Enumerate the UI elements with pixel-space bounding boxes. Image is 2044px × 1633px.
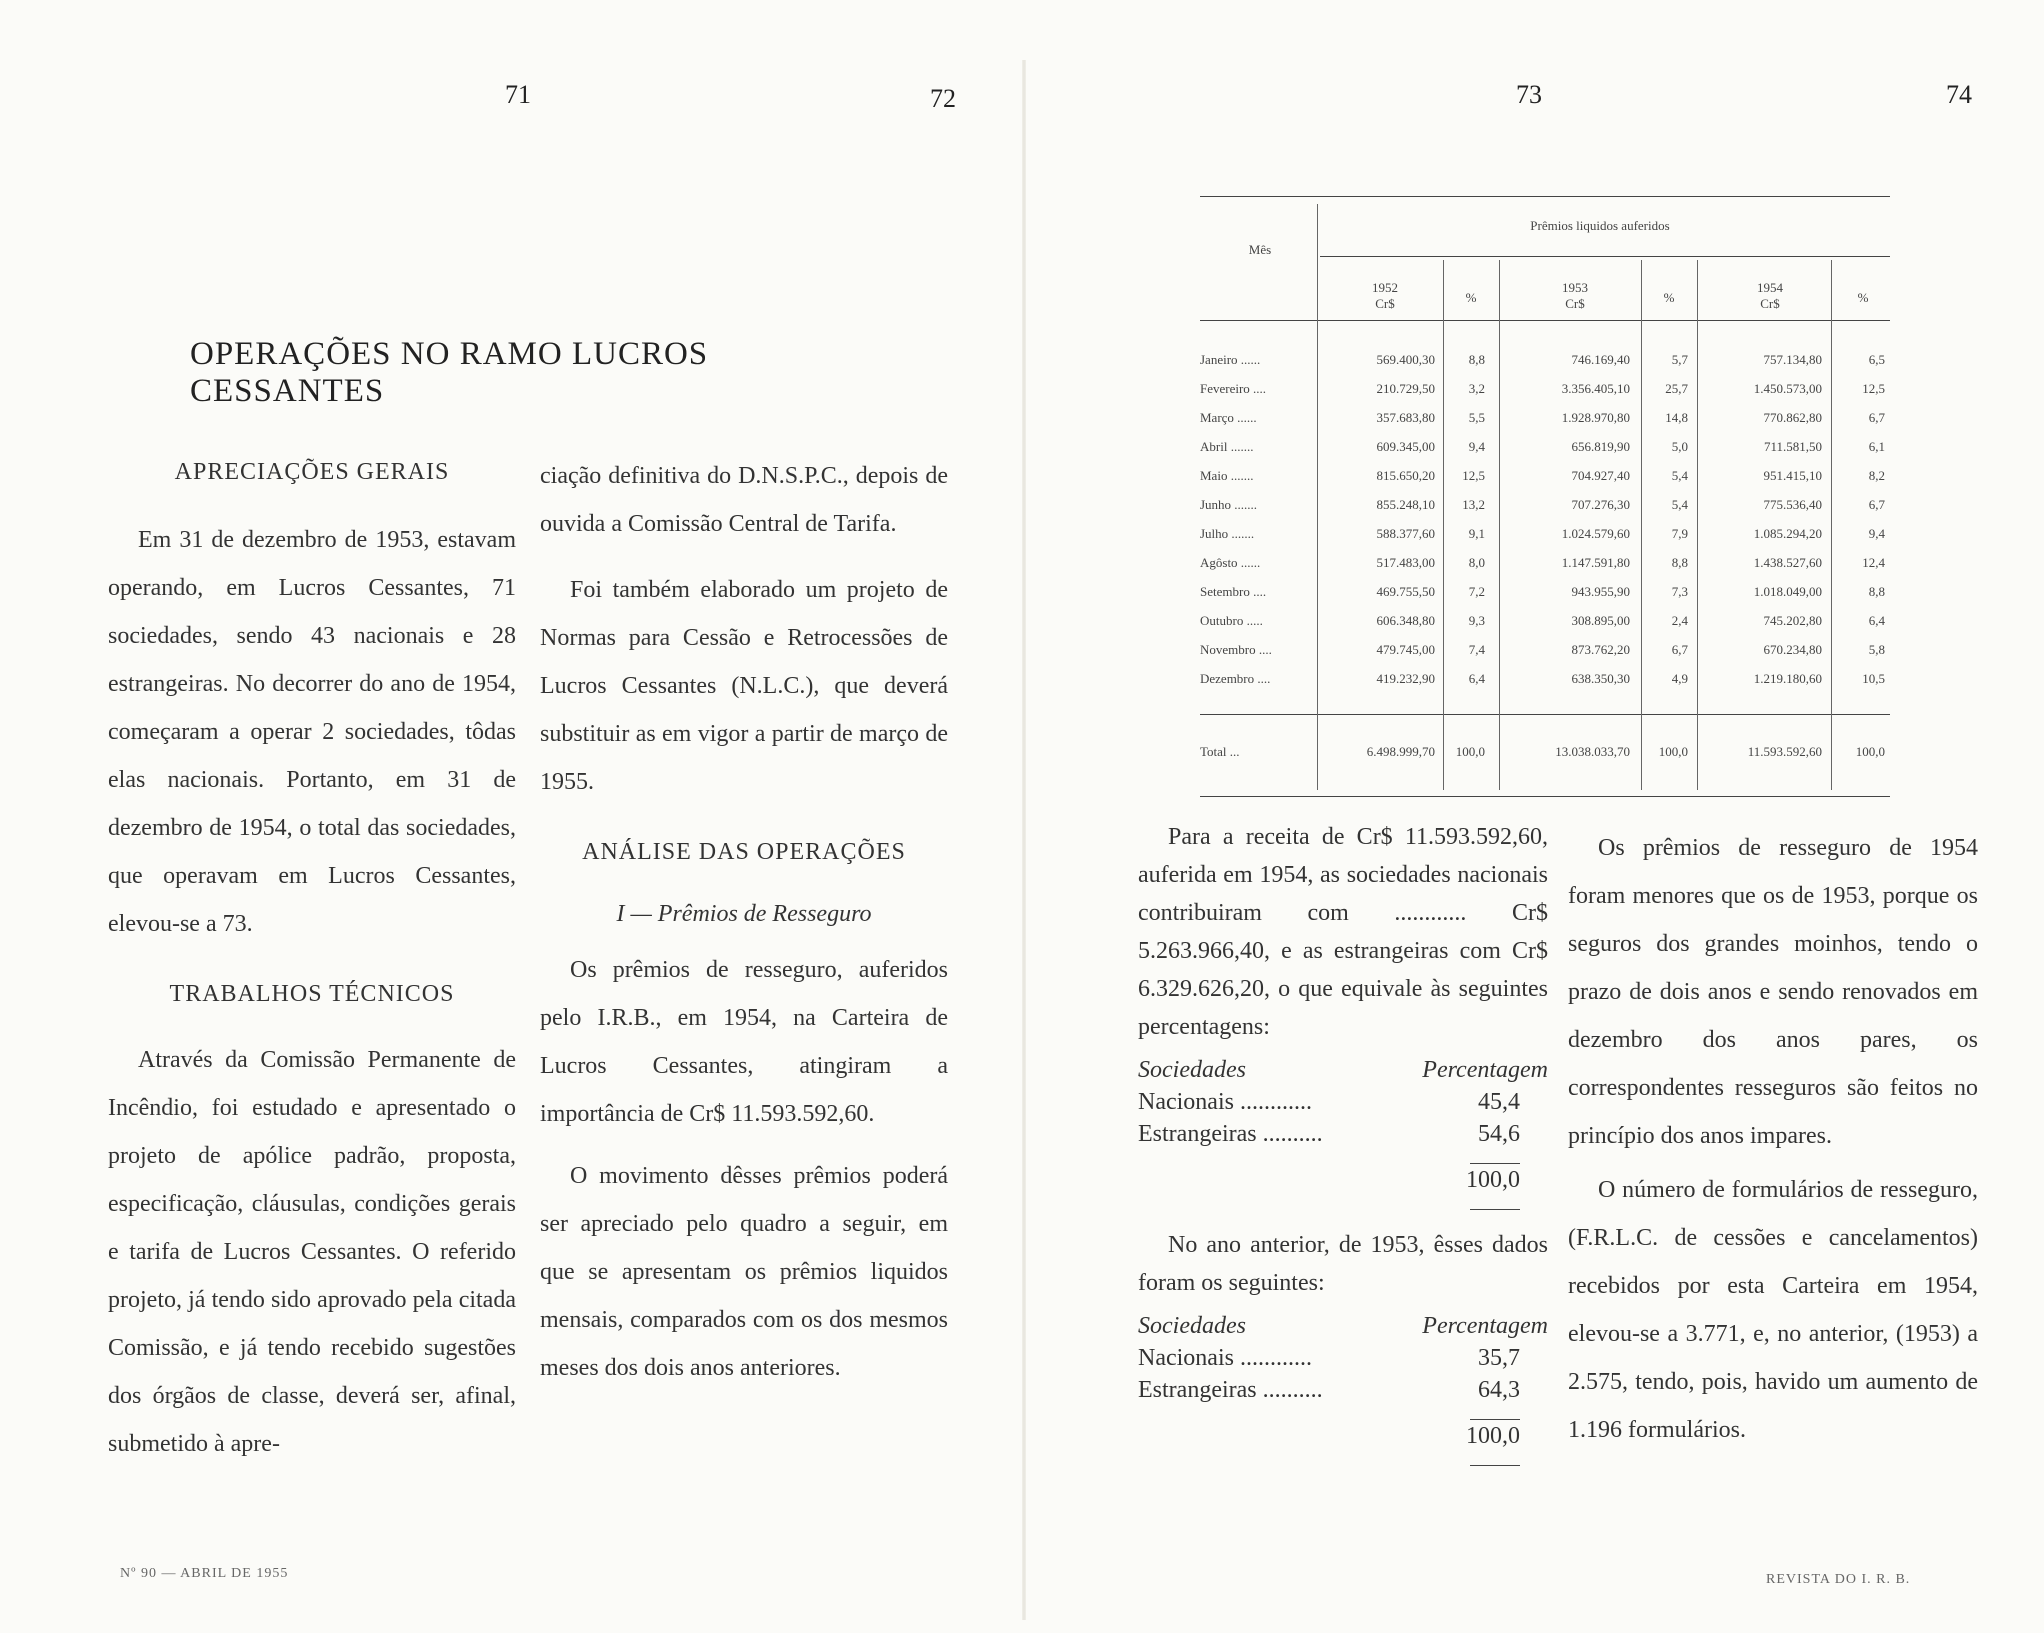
cell-pct-1953: 2,4 [1671,613,1688,628]
cell-month: Julho ....... [1200,526,1255,541]
table-rule [1200,196,1890,197]
cell-pct-1954: 9,4 [1868,526,1885,541]
row-value: 64,3 [1478,1377,1520,1403]
table-divider [1499,260,1500,790]
article-title: OPERAÇÕES NO RAMO LUCROS CESSANTES [190,336,709,409]
paragraph: Através da Comissão Permanente de Incêndio, foi estudado e apresentado o projeto de apólice padrão, proposta, especificação, cláusulas, condições gerais e tarifa de Lucros Cessantes. O referido projeto, já tendo sido aprovado pela citada Comissão, e já tendo recebido sugestões dos órgãos de classe, deverá ser, afinal, submetido à apre- [108,1047,516,1457]
cell-value-1954: 1.085.294,20 [1753,526,1822,541]
heading-analise-operacoes: ANÁLISE DAS OPERAÇÕES [582,839,906,865]
cell-pct-1953: 5,0 [1671,439,1688,454]
cell-value-1953: 746.169,40 [1571,352,1630,367]
cell-month: Junho ....... [1200,497,1258,512]
cell-month: Maio ....... [1200,468,1254,483]
cell-month: Janeiro ...... [1200,352,1261,367]
header-pct: % [1663,290,1675,305]
cell-pct-1953: 7,3 [1671,584,1688,599]
left-column-1 [108,448,516,1468]
footer-journal: REVISTA DO I. R. B. [1766,1572,1911,1587]
cell-pct-1954: 5,8 [1868,642,1885,657]
col-percentagem: Percentagem [1422,1313,1548,1339]
cell-value-1952: 479.745,00 [1376,642,1435,657]
cell-value-1953: 308.895,00 [1571,613,1630,628]
row-value: 54,6 [1478,1121,1520,1147]
cell-value-1953: 873.762,20 [1571,642,1630,657]
cell-value-1954: 770.862,80 [1763,410,1822,425]
header-currency: Cr$ [1375,296,1395,311]
cell-pct-1954: 12,5 [1862,381,1885,396]
cell-month: Agôsto ...... [1200,555,1261,570]
cell-pct-1952: 7,4 [1468,642,1485,657]
cell-value-1954: 775.536,40 [1763,497,1822,512]
cell-pct-1954: 8,8 [1868,584,1885,599]
cell-month: Dezembro .... [1200,671,1271,686]
cell-value-1952: 588.377,60 [1376,526,1435,541]
cell-pct-1952: 12,5 [1462,468,1485,483]
cell-pct-1952: 3,2 [1468,381,1485,396]
percent-table-1954 [1138,1054,1548,1210]
book-gutter [1022,60,1026,1620]
cell-pct-1952: 13,2 [1462,497,1485,512]
cell-pct-1952: 8,8 [1468,352,1485,367]
cell-value-1953: 656.819,90 [1571,439,1630,454]
cell-pct-1953: 6,7 [1671,642,1688,657]
page-number-73: 73 [1516,80,1542,109]
cell-pct-1953: 4,9 [1671,671,1688,686]
table-divider [1831,260,1832,790]
paragraph: Para a receita de Cr$ 11.593.592,60, auferida em 1954, as sociedades nacionais contribuiram com ............ Cr$ 5.263.966,40, e as estrangeiras com Cr$ 6.329.626,20, o que equivale às seguintes percentagens: [1138,824,1548,1040]
table-divider [1697,260,1698,790]
paragraph: O número de formulários de resseguro, (F.R.L.C. de cessões e cancelamentos) recebidos por esta Carteira em 1954, elevou-se a 3.771, e, no anterior, (1953) a 2.575, tendo, pois, havido um aumento de 1.196 formulários. [1568,1177,1978,1443]
cell-pct-1954: 6,4 [1868,613,1885,628]
row-label: Nacionais ............ [1138,1089,1312,1115]
header-pct: % [1465,290,1477,305]
cell-pct-1952: 9,1 [1468,526,1485,541]
cell-pct-1953: 5,7 [1671,352,1688,367]
paragraph: O movimento dêsses prêmios poderá ser apreciado pelo quadro a seguir, em que se apresentam os prêmios liquidos mensais, comparados com os dos mesmos meses dos dois anos anteriores. [540,1163,948,1381]
table-divider [1641,260,1642,790]
cell-month: Fevereiro .... [1200,381,1267,396]
row-label: Estrangeiras .......... [1138,1121,1323,1147]
cell-value-1952: 609.345,00 [1376,439,1435,454]
paragraph: Os prêmios de resseguro de 1954 foram menores que os de 1953, porque os seguros dos grandes moinhos, tendo o prazo de dois anos e sendo renovados em dezembro dos anos pares, os correspondentes resseguros são feitos no princípio dos anos impares. [1568,835,1978,1149]
table-rule [1200,714,1890,715]
col-sociedades: Sociedades [1138,1313,1246,1339]
cell-pct-1952: 8,0 [1468,555,1485,570]
row-total: 100,0 [1466,1167,1520,1193]
cell-month: Março ...... [1200,410,1257,425]
cell-month: Outubro ..... [1200,613,1263,628]
cell-pct-1952: 9,3 [1468,613,1485,628]
table-divider [1317,204,1318,790]
cell-value-1952: 469.755,50 [1376,584,1435,599]
paragraph: Foi também elaborado um projeto de Normas para Cessão e Retrocessões de Lucros Cessantes (N.L.C.), que deverá substituir as em vigor a partir de março de 1955. [540,577,948,795]
cell-pct-1953: 5,4 [1671,468,1688,483]
cell-value-1952: 419.232,90 [1376,671,1435,686]
table-divider [1443,260,1444,790]
cell-value-1954: 1.018.049,00 [1753,584,1822,599]
cell-value-1953: 13.038.033,70 [1555,744,1630,759]
cell-value-1954: 951.415,10 [1763,468,1822,483]
cell-pct-1952: 9,4 [1468,439,1485,454]
cell-pct-1952: 6,4 [1468,671,1485,686]
paragraph: ciação definitiva do D.N.S.P.C., depois de ouvida a Comissão Central de Tarifa. [540,463,948,537]
header-premios: Prêmios liquidos auferidos [1530,218,1670,233]
paragraph: Em 31 de dezembro de 1953, estavam operando, em Lucros Cessantes, 71 sociedades, sendo 43 nacionais e 28 estrangeiras. No decorrer do ano de 1954, começaram a operar 2 sociedades, tôdas elas nacionais. Portanto, em 31 de dezembro de 1954, o total das sociedades, que operavam em Lucros Cessantes, elevou-se a 73. [108,527,516,937]
cell-value-1952: 815.650,20 [1376,468,1435,483]
row-value: 45,4 [1478,1089,1520,1115]
table-rule [1200,796,1890,797]
cell-month: Total ... [1200,744,1240,759]
left-column-2 [540,452,948,1392]
cell-pct-1954: 6,7 [1868,410,1885,425]
cell-pct-1953: 7,9 [1671,526,1688,541]
header-currency: Cr$ [1565,296,1585,311]
cell-pct-1953: 100,0 [1658,744,1688,759]
cell-value-1954: 670.234,80 [1763,642,1822,657]
paragraph: Os prêmios de resseguro, auferidos pelo I.R.B., em 1954, na Carteira de Lucros Cessantes, atingiram a importância de Cr$ 11.593.592,60. [540,957,948,1127]
cell-value-1954: 1.219.180,60 [1753,671,1822,686]
cell-value-1953: 704.927,40 [1571,468,1630,483]
table-rule [1200,320,1890,321]
cell-value-1953: 1.928.970,80 [1561,410,1630,425]
cell-month: Novembro .... [1200,642,1272,657]
col-percentagem: Percentagem [1422,1057,1548,1083]
cell-value-1953: 707.276,30 [1571,497,1630,512]
cell-value-1954: 757.134,80 [1763,352,1822,367]
premium-table [1200,196,1900,796]
footer-issue: Nº 90 — ABRIL DE 1955 [120,1566,289,1581]
cell-value-1953: 3.356.405,10 [1561,381,1630,396]
paragraph: No ano anterior, de 1953, êsses dados foram os seguintes: [1138,1232,1548,1296]
header-currency: Cr$ [1760,296,1780,311]
cell-value-1953: 638.350,30 [1571,671,1630,686]
row-value: 35,7 [1478,1345,1520,1371]
cell-pct-1952: 100,0 [1455,744,1485,759]
page-number-74: 74 [1946,80,1972,109]
cell-pct-1954: 10,5 [1862,671,1885,686]
row-total: 100,0 [1466,1423,1520,1449]
cell-pct-1953: 25,7 [1665,381,1688,396]
cell-pct-1954: 6,1 [1868,439,1885,454]
header-1954: 1954 [1757,280,1783,295]
right-column-2 [1568,824,1978,1454]
header-pct: % [1857,290,1869,305]
cell-value-1952: 855.248,10 [1376,497,1435,512]
cell-pct-1954: 6,7 [1868,497,1885,512]
row-label: Nacionais ............ [1138,1345,1312,1371]
cell-pct-1953: 8,8 [1671,555,1688,570]
page-number-72: 72 [930,84,956,113]
page-number-71: 71 [505,80,531,109]
cell-value-1954: 11.593.592,60 [1747,744,1822,759]
table-rule [1320,256,1890,257]
subheading-premios: I — Prêmios de Resseguro [616,901,872,927]
cell-pct-1953: 14,8 [1665,410,1688,425]
cell-pct-1954: 6,5 [1868,352,1885,367]
cell-value-1953: 1.024.579,60 [1561,526,1630,541]
cell-value-1953: 1.147.591,80 [1561,555,1630,570]
cell-value-1954: 745.202,80 [1763,613,1822,628]
heading-trabalhos-tecnicos: TRABALHOS TÉCNICOS [169,981,455,1007]
row-label: Estrangeiras .......... [1138,1377,1323,1403]
header-mes: Mês [1248,242,1272,257]
cell-value-1954: 1.438.527,60 [1753,555,1822,570]
percent-table-1953 [1138,1310,1548,1466]
header-1952: 1952 [1372,280,1398,295]
header-1953: 1953 [1562,280,1588,295]
right-column-1 [1138,818,1548,1466]
heading-apreciacoes-gerais: APRECIAÇÕES GERAIS [174,459,450,485]
cell-value-1952: 606.348,80 [1376,613,1435,628]
cell-pct-1954: 8,2 [1868,468,1885,483]
cell-pct-1952: 5,5 [1468,410,1485,425]
cell-month: Abril ....... [1200,439,1254,454]
cell-month: Setembro .... [1200,584,1267,599]
cell-pct-1953: 5,4 [1671,497,1688,512]
cell-value-1954: 1.450.573,00 [1753,381,1822,396]
cell-pct-1954: 100,0 [1855,744,1885,759]
cell-value-1952: 210.729,50 [1376,381,1435,396]
col-sociedades: Sociedades [1138,1057,1246,1083]
cell-value-1954: 711.581,50 [1763,439,1822,454]
cell-value-1952: 357.683,80 [1376,410,1435,425]
cell-pct-1954: 12,4 [1862,555,1885,570]
cell-value-1953: 943.955,90 [1571,584,1630,599]
cell-pct-1952: 7,2 [1468,584,1485,599]
cell-value-1952: 6.498.999,70 [1366,744,1435,759]
cell-value-1952: 517.483,00 [1376,555,1435,570]
cell-value-1952: 569.400,30 [1376,352,1435,367]
